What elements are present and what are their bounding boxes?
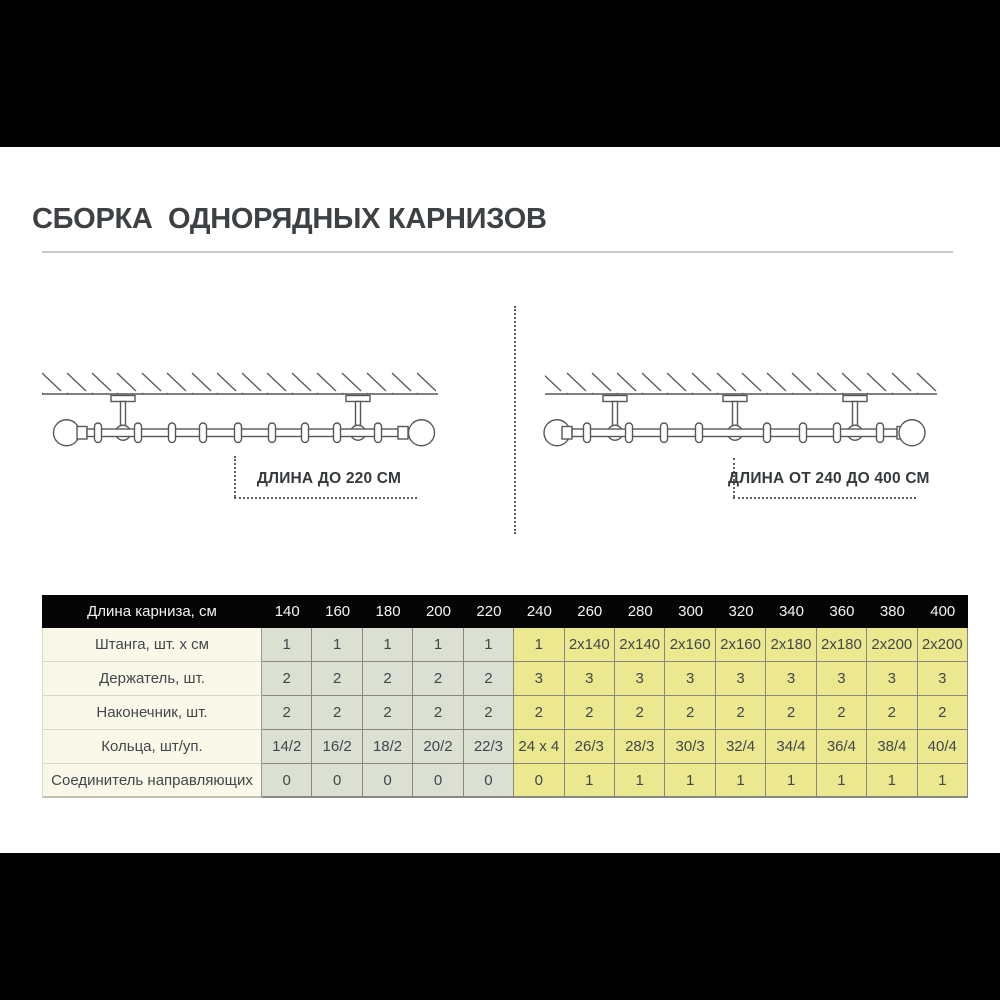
table-cell: 2: [464, 662, 514, 696]
table-cell: 1: [615, 764, 665, 798]
table-cell: 24 x 4: [514, 730, 564, 764]
table-cell: 1: [514, 628, 564, 662]
finial-adapter: [562, 427, 572, 440]
table-cell: 3: [867, 662, 917, 696]
cornice-drawing-short-icon: [40, 372, 480, 452]
table-row: [42, 764, 968, 798]
table-header-cell: 160: [325, 603, 351, 620]
table-row-label: Держатель, шт.: [42, 662, 262, 696]
table-row-label: Соединитель направляющих: [42, 764, 262, 798]
table-cell: 0: [514, 764, 564, 798]
table-header-cell: 400: [930, 603, 956, 620]
table-cell: 2x160: [716, 628, 766, 662]
cornice-diagram-long: [540, 372, 980, 452]
table-cell: 0: [464, 764, 514, 798]
table-cell: 36/4: [817, 730, 867, 764]
table-header-cell: 220: [476, 603, 502, 620]
table-cell: 2: [363, 662, 413, 696]
table-cell: 2x160: [665, 628, 715, 662]
table-cell: 0: [312, 764, 362, 798]
rod: [572, 429, 897, 437]
table-cell: 2: [312, 662, 362, 696]
ceiling-hatching: [42, 372, 436, 394]
table-row-label: Кольца, шт/уп.: [42, 730, 262, 764]
table-row: [42, 730, 968, 764]
rod: [87, 429, 398, 437]
table-cell: 3: [766, 662, 816, 696]
table-row: [42, 662, 968, 696]
table-cell: 1: [413, 628, 463, 662]
table-cell: 40/4: [918, 730, 968, 764]
table-cell: 1: [766, 764, 816, 798]
curtain-rings: [95, 423, 382, 443]
finial-adapter: [77, 427, 87, 440]
table-header-cell: 260: [577, 603, 603, 620]
table-cell: 38/4: [867, 730, 917, 764]
table-cell: 2x180: [766, 628, 816, 662]
finial-adapter: [398, 427, 408, 440]
assembly-table: [42, 595, 968, 798]
table-cell: 2: [665, 696, 715, 730]
table-header-cell: 140: [274, 603, 300, 620]
table-cell: 2: [262, 696, 312, 730]
table-header-cell: 240: [526, 603, 552, 620]
table-cell: 22/3: [464, 730, 514, 764]
table-cell: 0: [413, 764, 463, 798]
table-cell: 32/4: [716, 730, 766, 764]
table-cell: 34/4: [766, 730, 816, 764]
table-cell: 1: [817, 764, 867, 798]
table-cell: 1: [918, 764, 968, 798]
table-cell: 2: [766, 696, 816, 730]
table-cell: 2: [716, 696, 766, 730]
table-cell: 16/2: [312, 730, 362, 764]
measure-line-horizontal: [234, 497, 417, 499]
table-cell: 3: [615, 662, 665, 696]
finial-ball: [899, 420, 925, 446]
table-row: [42, 628, 968, 662]
table-cell: 3: [716, 662, 766, 696]
table-header-cell: 340: [778, 603, 804, 620]
table-row-label: Наконечник, шт.: [42, 696, 262, 730]
table-cell: 2: [413, 662, 463, 696]
table-cell: 1: [867, 764, 917, 798]
table-cell: 2x200: [867, 628, 917, 662]
table-header-cell: 320: [728, 603, 754, 620]
table-cell: 28/3: [615, 730, 665, 764]
table-cell: 2x200: [918, 628, 968, 662]
table-cell: 2x140: [565, 628, 615, 662]
table-header-cell: 280: [627, 603, 653, 620]
table-cell: 1: [262, 628, 312, 662]
table-cell: 2: [565, 696, 615, 730]
table-cell: 3: [817, 662, 867, 696]
table-cell: 2: [867, 696, 917, 730]
table-cell: 2: [615, 696, 665, 730]
cornice-diagram-short: [40, 372, 480, 452]
table-cell: 2: [918, 696, 968, 730]
title-divider: [42, 251, 953, 253]
table-cell: 2: [312, 696, 362, 730]
table-cell: 3: [514, 662, 564, 696]
diagram-divider-dotted: [514, 306, 516, 534]
table-row-label: Штанга, шт. х см: [42, 628, 262, 662]
table-cell: 3: [918, 662, 968, 696]
measure-line-horizontal: [733, 497, 916, 499]
table-cell: 2: [262, 662, 312, 696]
ceiling-hatching: [545, 372, 937, 394]
table-cell: 20/2: [413, 730, 463, 764]
length-label-short: ДЛИНА ДО 220 СМ: [256, 470, 402, 487]
table-cell: 1: [312, 628, 362, 662]
top-black-bar: [0, 0, 1000, 147]
table-cell: 2x180: [817, 628, 867, 662]
table-cell: 3: [565, 662, 615, 696]
table-cell: 1: [363, 628, 413, 662]
cornice-drawing-long-icon: [540, 372, 980, 452]
table-cell: 2: [514, 696, 564, 730]
table-header-cell: 380: [879, 603, 905, 620]
page-title: СБОРКА ОДНОРЯДНЫХ КАРНИЗОВ: [32, 203, 547, 235]
table-header-label: Длина карниза, см: [87, 603, 217, 620]
table-header-cell: 180: [375, 603, 401, 620]
table-cell: 26/3: [565, 730, 615, 764]
table-cell: 1: [716, 764, 766, 798]
finial-ball: [54, 420, 80, 446]
table-cell: 14/2: [262, 730, 312, 764]
table-cell: 2: [363, 696, 413, 730]
table-cell: 2: [464, 696, 514, 730]
table-cell: 1: [565, 764, 615, 798]
table-header-cell: 200: [425, 603, 451, 620]
table-header-cell: 360: [829, 603, 855, 620]
table-cell: 1: [665, 764, 715, 798]
table-cell: 30/3: [665, 730, 715, 764]
measure-line-vertical: [234, 456, 236, 497]
table-header-row: [42, 595, 968, 628]
table-row: [42, 696, 968, 730]
bottom-black-bar: [0, 853, 1000, 1000]
table-cell: 18/2: [363, 730, 413, 764]
finial-ball: [409, 420, 435, 446]
table-header-cell: 300: [678, 603, 704, 620]
length-label-long: ДЛИНА ОТ 240 ДО 400 СМ: [728, 470, 930, 487]
table-cell: 2: [413, 696, 463, 730]
table-cell: 0: [262, 764, 312, 798]
table-cell: 3: [665, 662, 715, 696]
table-cell: 1: [464, 628, 514, 662]
table-cell: 0: [363, 764, 413, 798]
table-cell: 2: [817, 696, 867, 730]
table-cell: 2x140: [615, 628, 665, 662]
